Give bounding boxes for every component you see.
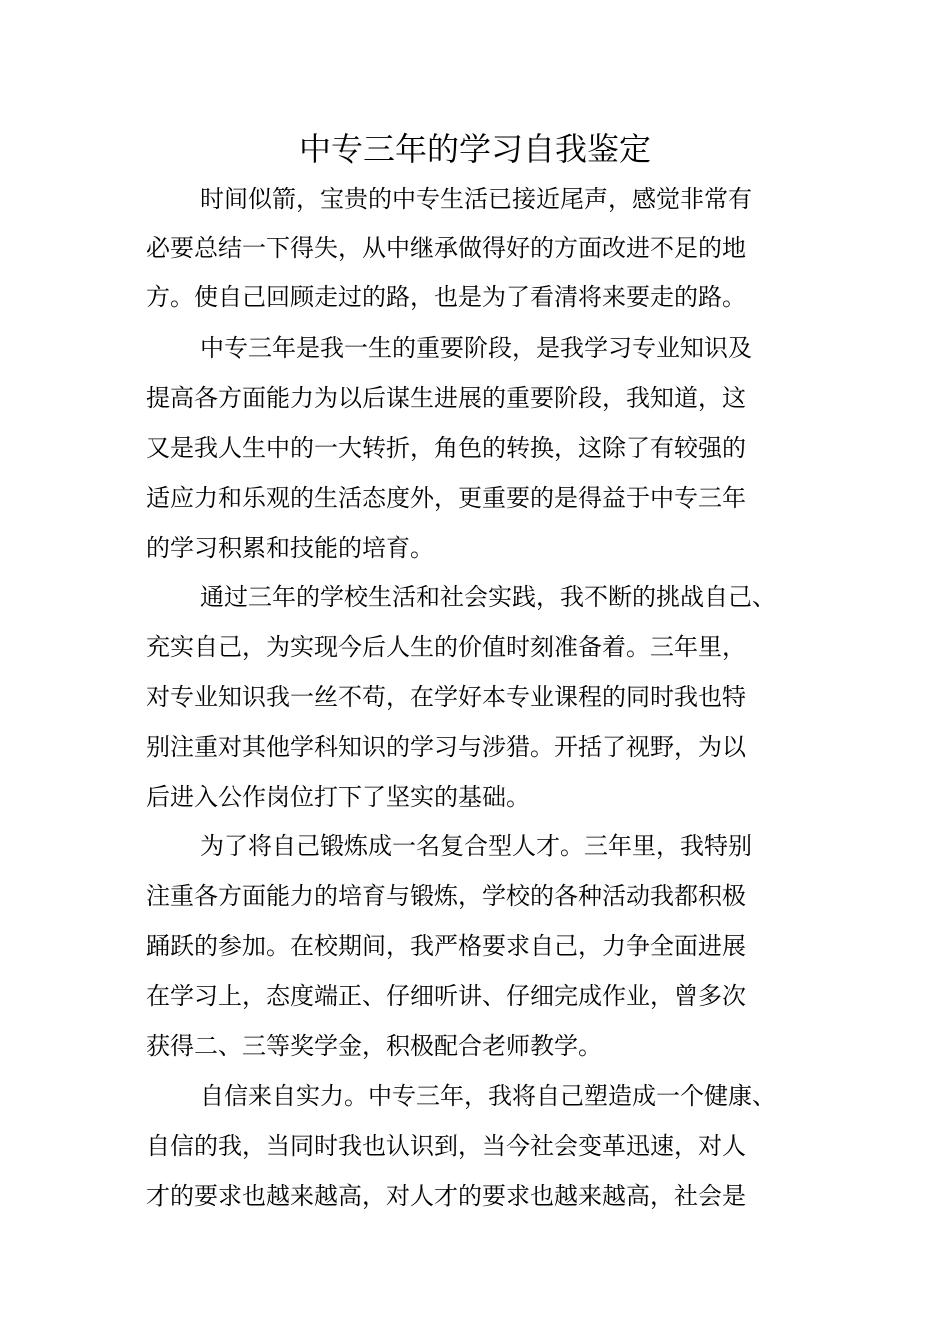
paragraph-4-line-2: 注重各方面能力的培育与锻炼，学校的各种活动我都积极 [146,882,746,910]
paragraph-1-line-2: 必要总结一下得失，从中继承做得好的方面改进不足的地 [146,234,746,262]
paragraph-5-line-1: 自信来自实力。中专三年，我将自己塑造成一个健康、 [200,1082,776,1110]
paragraph-3-line-2: 充实自己，为实现今后人生的价值时刻准备着。三年里， [146,633,746,661]
paragraph-3-line-1: 通过三年的学校生活和社会实践，我不断的挑战自己、 [200,583,776,611]
paragraph-2-line-3: 又是我人生中的一大转折，角色的转换，这除了有较强的 [146,434,746,462]
paragraph-1-line-1: 时间似箭，宝贵的中专生活已接近尾声，感觉非常有 [200,185,752,213]
paragraph-3-line-4: 别注重对其他学科知识的学习与涉猎。开括了视野，为以 [146,733,746,761]
paragraph-2-line-4: 适应力和乐观的生活态度外，更重要的是得益于中专三年 [146,484,746,512]
paragraph-1-line-3: 方。使自己回顾走过的路，也是为了看清将来要走的路。 [146,283,746,311]
paragraph-5-line-2: 自信的我，当同时我也认识到，当今社会变革迅速，对人 [146,1132,746,1160]
paragraph-3-line-5: 后进入公作岗位打下了坚实的基础。 [146,783,530,811]
paragraph-5-line-3: 才的要求也越来越高，对人才的要求也越来越高，社会是 [146,1182,746,1210]
paragraph-4-line-1: 为了将自己锻炼成一名复合型人才。三年里，我特别 [200,832,752,860]
paragraph-4-line-5: 获得二、三等奖学金，积极配合老师教学。 [146,1032,602,1060]
paragraph-4-line-4: 在学习上，态度端正、仔细听讲、仔细完成作业，曾多次 [146,982,746,1010]
paragraph-3-line-3: 对专业知识我一丝不苟，在学好本专业课程的同时我也特 [146,683,746,711]
paragraph-4-line-3: 踊跃的参加。在校期间，我严格要求自己，力争全面进展 [146,932,746,960]
paragraph-2-line-2: 提高各方面能力为以后谋生进展的重要阶段，我知道，这 [146,384,746,412]
document-title: 中专三年的学习自我鉴定 [298,130,651,168]
paragraph-2-line-1: 中专三年是我一生的重要阶段，是我学习专业知识及 [200,334,752,362]
paragraph-2-line-5: 的学习积累和技能的培育。 [146,534,434,562]
